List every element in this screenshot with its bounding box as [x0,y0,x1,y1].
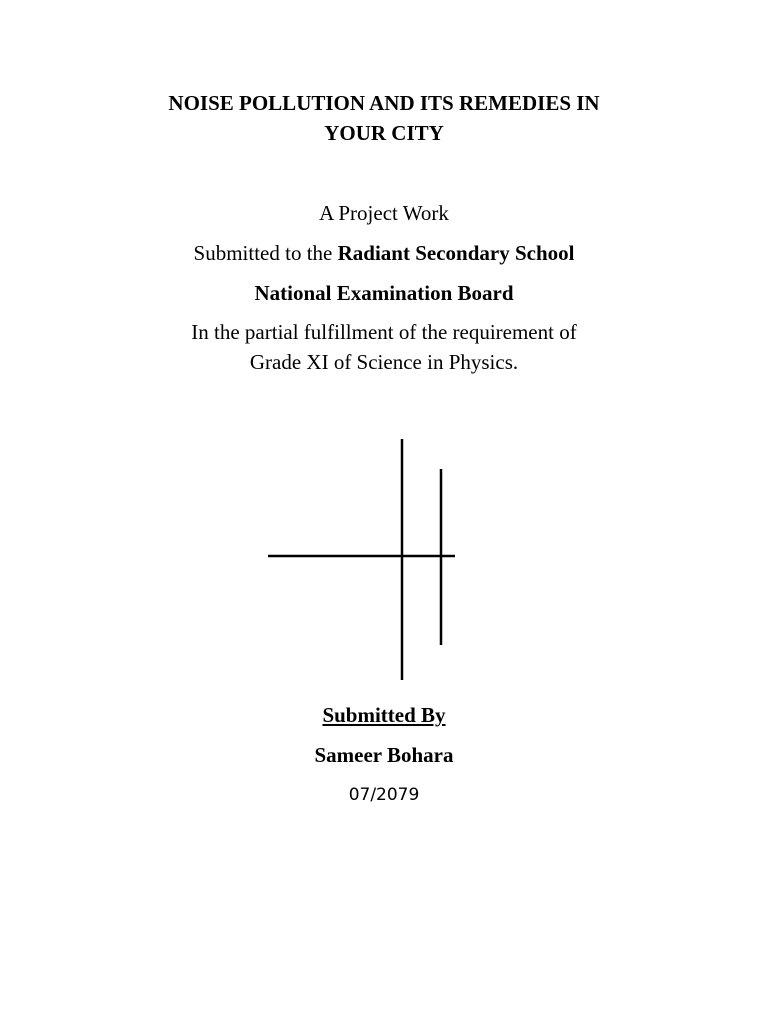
title-line-2: YOUR CITY [324,121,444,145]
fulfillment-line-1: In the partial fulfillment of the requirement of [191,320,577,344]
submission-date: 07/2079 [348,785,420,805]
submitted-to-prefix: Submitted to the [193,241,338,265]
board-name: National Examination Board [254,281,514,305]
author-name: Sameer Bohara [314,743,454,767]
school-name: Radiant Secondary School [337,241,575,265]
fulfillment-line-2: Grade XI of Science in Physics. [249,350,519,374]
title-line-1: NOISE POLLUTION AND ITS REMEDIES IN [168,91,600,115]
project-work-label: A Project Work [319,201,449,225]
submitted-by-label: Submitted By [322,703,446,727]
